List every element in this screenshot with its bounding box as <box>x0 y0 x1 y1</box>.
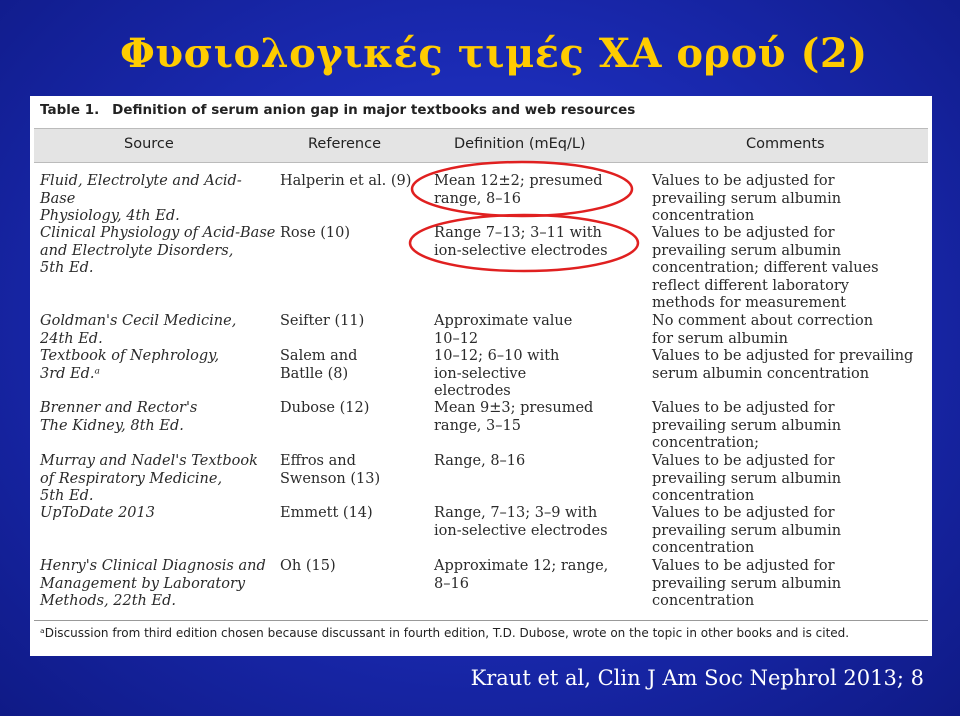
anion-gap-table <box>30 96 932 656</box>
cell-reference: Dubose (12) <box>280 400 370 416</box>
citation: Kraut et al, Clin J Am Soc Nephrol 2013; 8 <box>470 666 924 690</box>
cell-definition: Mean 9±3; presumed range, 3–15 <box>434 400 594 434</box>
cell-source: Brenner and Rector's The Kidney, 8th Ed. <box>40 400 198 434</box>
footnote-divider <box>34 620 928 621</box>
cell-reference: Seifter (11) <box>280 313 365 329</box>
cell-definition: Approximate 12; range, 8–16 <box>434 558 609 592</box>
cell-definition: Mean 12±2; presumed range, 8–16 <box>434 173 603 207</box>
cell-reference: Halperin et al. (9) <box>280 173 412 189</box>
cell-source: Goldman's Cecil Medicine, 24th Ed. <box>40 313 237 347</box>
cell-comments: Values to be adjusted for prevailing serum albumin concentration <box>652 558 842 609</box>
header-reference: Reference <box>308 136 382 152</box>
cell-comments: No comment about correction for serum albumin <box>652 313 874 347</box>
header-definition: Definition (mEq/L) <box>454 136 586 152</box>
cell-definition: 10–12; 6–10 with ion-selective electrodes <box>434 348 560 399</box>
table-header-row <box>34 128 928 163</box>
slide-title: Φυσιολογικές τιμές ΧΑ ορού (2) <box>120 30 868 77</box>
cell-comments: Values to be adjusted for prevailing serum albumin concentration <box>652 348 914 382</box>
cell-reference: Oh (15) <box>280 558 336 574</box>
table-caption <box>40 102 635 118</box>
cell-reference: Salem and Batlle (8) <box>280 348 358 382</box>
cell-source: Henry's Clinical Diagnosis and Management by Laboratory Methods, 22th Ed. <box>40 558 266 609</box>
header-comments: Comments <box>746 136 825 152</box>
cell-comments: Values to be adjusted for prevailing serum albumin concentration <box>652 453 842 504</box>
cell-comments: Values to be adjusted for prevailing serum albumin concentration; <box>652 400 842 451</box>
table-caption-label: Table 1. <box>40 102 100 118</box>
cell-source: UpToDate 2013 <box>40 505 155 521</box>
cell-definition: Range, 8–16 <box>434 453 526 469</box>
cell-comments: Values to be adjusted for prevailing serum albumin concentration <box>652 173 842 224</box>
cell-definition: Approximate value 10–12 <box>434 313 573 347</box>
table-footnote: ᵃDiscussion from third edition chosen because discussant in fourth edition, T.D. Dubose, wrote on the topic in other books and is cited. <box>40 626 850 640</box>
cell-reference: Rose (10) <box>280 225 351 241</box>
cell-definition: Range, 7–13; 3–9 with ion-selective electrodes <box>434 505 608 539</box>
cell-source: Murray and Nadel's Textbook of Respiratory Medicine, 5th Ed. <box>40 453 258 504</box>
cell-source: Fluid, Electrolyte and Acid-Base Physiology, 4th Ed. <box>40 173 242 224</box>
cell-source: Textbook of Nephrology, 3rd Ed.ᵃ <box>40 348 220 382</box>
table-caption-text: Definition of serum anion gap in major textbooks and web resources <box>112 102 636 118</box>
cell-comments: Values to be adjusted for prevailing serum albumin concentration; different values reflect different laboratory methods for measurement <box>652 225 879 311</box>
cell-source: Clinical Physiology of Acid-Base and Electrolyte Disorders, 5th Ed. <box>40 225 276 276</box>
header-source: Source <box>124 136 174 152</box>
cell-reference: Effros and Swenson (13) <box>280 453 381 487</box>
cell-reference: Emmett (14) <box>280 505 373 521</box>
cell-definition: Range 7–13; 3–11 with ion-selective electrodes <box>434 225 608 259</box>
cell-comments: Values to be adjusted for prevailing serum albumin concentration <box>652 505 842 556</box>
